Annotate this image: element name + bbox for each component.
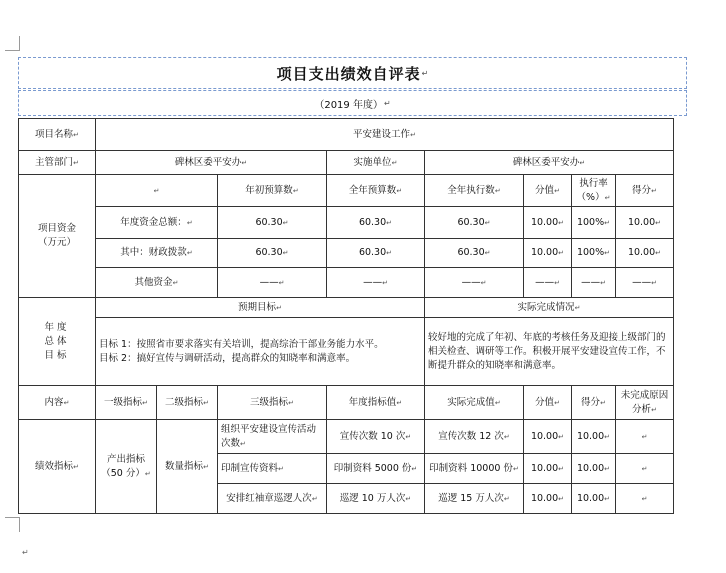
indicator-header-cell[interactable]: 一级指标↵ (96, 386, 157, 420)
indicator-header-row (19, 386, 674, 420)
expected-goal-2: 目标 2：搞好宣传与调研活动，提高群众的知晓率和满意率。 (99, 352, 356, 364)
funds-cell[interactable]: 10.00↵ (616, 239, 674, 268)
expected-goals-cell[interactable] (96, 318, 425, 386)
funds-header-cell[interactable]: 全年预算数↵ (327, 175, 425, 207)
project-row (19, 119, 674, 151)
funds-header-cell[interactable]: 分值↵ (524, 175, 572, 207)
annual-target-cell[interactable]: 宣传次数 10 次↵ (327, 420, 425, 454)
funds-cell[interactable]: ——↵ (218, 268, 327, 298)
funds-header-row (19, 175, 674, 207)
funds-row-label[interactable]: 其中：财政拨款↵ (96, 239, 218, 268)
annual-target-cell[interactable]: 印制资料 5000 份↵ (327, 454, 425, 484)
funds-cell[interactable]: 100%↵ (572, 207, 616, 239)
indicator-content-label[interactable]: 绩效指标↵ (19, 420, 96, 514)
paragraph-mark-icon: ↵ (22, 548, 29, 557)
unit-value-cell[interactable]: 碑林区委平安办↵ (425, 151, 674, 175)
indicator-header-cell[interactable]: 二级指标↵ (157, 386, 218, 420)
funds-label-cell[interactable] (19, 175, 96, 298)
reason-cell[interactable]: ↵ (616, 420, 674, 454)
score-value-cell[interactable]: 10.00↵ (524, 420, 572, 454)
paragraph-mark-icon: ↵ (383, 98, 391, 108)
score-cell[interactable]: 10.00↵ (572, 484, 616, 514)
funds-label-line1: 项目资金 (37, 223, 76, 234)
indicator-header-cell[interactable]: 未完成原因分析↵ (616, 386, 674, 420)
page-corner-mark-bottom (5, 517, 20, 532)
actual-value-cell[interactable]: 巡逻 15 万人次↵ (425, 484, 524, 514)
level1-indicator-cell[interactable]: 产出指标（50 分）↵ (96, 420, 157, 514)
score-value-cell[interactable]: 10.00↵ (524, 454, 572, 484)
project-label-cell[interactable]: 项目名称↵ (19, 119, 96, 151)
funds-row-label[interactable]: 年度资金总额：↵ (96, 207, 218, 239)
level2-indicator-cell[interactable]: 数量指标↵ (157, 420, 218, 514)
level3-indicator-cell[interactable]: 印制宣传资料↵ (218, 454, 327, 484)
funds-cell[interactable]: 60.30↵ (425, 207, 524, 239)
funds-cell[interactable]: 60.30↵ (327, 207, 425, 239)
indicator-row (19, 420, 674, 454)
funds-header-cell[interactable]: 全年执行数↵ (425, 175, 524, 207)
funds-cell[interactable]: ——↵ (425, 268, 524, 298)
funds-cell[interactable]: 10.00↵ (524, 207, 572, 239)
actual-completion-cell[interactable] (425, 318, 674, 386)
expected-goals-header[interactable]: 预期目标↵ (96, 298, 425, 318)
funds-cell[interactable]: ——↵ (616, 268, 674, 298)
indicator-header-cell[interactable]: 内容↵ (19, 386, 96, 420)
paragraph-mark-icon: ↵ (421, 68, 429, 78)
goals-label-cell[interactable] (19, 298, 96, 386)
funds-row-other (19, 268, 674, 298)
funds-cell[interactable]: 60.30↵ (425, 239, 524, 268)
score-value-cell[interactable]: 10.00↵ (524, 484, 572, 514)
funds-row-fiscal (19, 239, 674, 268)
goals-label-line2: 总体 (44, 335, 70, 347)
funds-cell[interactable]: 60.30↵ (218, 239, 327, 268)
goals-label-line3: 目标 (44, 349, 70, 361)
actual-completion-header[interactable]: 实际完成情况↵ (425, 298, 674, 318)
title-box[interactable] (18, 57, 687, 89)
reason-cell[interactable]: ↵ (616, 484, 674, 514)
actual-completion-text: 较好地的完成了年初、年底的考核任务及迎接上级部门的相关检查、调研等工作。积极开展平安建设宣传工作，不断提升群众的知晓率和满意率。 (428, 331, 666, 371)
funds-cell[interactable]: 60.30↵ (218, 207, 327, 239)
year-box[interactable] (18, 90, 687, 116)
funds-cell[interactable]: 10.00↵ (524, 239, 572, 268)
goals-content-row (19, 318, 674, 386)
dept-value-cell[interactable]: 碑林区委平安办↵ (96, 151, 327, 175)
funds-header-blank[interactable]: ↵ (96, 175, 218, 207)
funds-row-total (19, 207, 674, 239)
indicator-header-cell[interactable]: 得分↵ (572, 386, 616, 420)
goals-label-line1: 年度 (44, 321, 70, 333)
expected-goal-1: 目标 1：按照省市要求落实有关培训，提高综治干部业务能力水平。 (99, 338, 384, 350)
dept-label-cell[interactable]: 主管部门↵ (19, 151, 96, 175)
funds-cell[interactable]: ——↵ (572, 268, 616, 298)
funds-header-cell[interactable]: 得分↵ (616, 175, 674, 207)
indicator-header-cell[interactable]: 三级指标↵ (218, 386, 327, 420)
level3-indicator-cell[interactable]: 组织平安建设宣传活动次数↵ (218, 420, 327, 454)
evaluation-table (18, 118, 674, 514)
project-value-cell[interactable]: 平安建设工作↵ (96, 119, 674, 151)
document-year: （2019 年度） (314, 99, 383, 111)
reason-cell[interactable]: ↵ (616, 454, 674, 484)
actual-value-cell[interactable]: 宣传次数 12 次↵ (425, 420, 524, 454)
funds-cell[interactable]: ——↵ (327, 268, 425, 298)
funds-cell[interactable]: 100%↵ (572, 239, 616, 268)
funds-cell[interactable]: ——↵ (524, 268, 572, 298)
funds-cell[interactable]: 10.00↵ (616, 207, 674, 239)
score-cell[interactable]: 10.00↵ (572, 420, 616, 454)
indicator-header-cell[interactable]: 实际完成值↵ (425, 386, 524, 420)
funds-row-label[interactable]: 其他资金↵ (96, 268, 218, 298)
funds-header-cell[interactable]: 年初预算数↵ (218, 175, 327, 207)
funds-label-line2: （万元） (37, 237, 76, 248)
level3-indicator-cell[interactable]: 安排红袖章巡逻人次↵ (218, 484, 327, 514)
goals-header-row (19, 298, 674, 318)
document-title: 项目支出绩效自评表 (276, 64, 421, 83)
department-row (19, 151, 674, 175)
funds-header-cell[interactable]: 执行率（%）↵ (572, 175, 616, 207)
unit-label-cell[interactable]: 实施单位↵ (327, 151, 425, 175)
annual-target-cell[interactable]: 巡逻 10 万人次↵ (327, 484, 425, 514)
page-corner-mark-top (5, 36, 20, 51)
indicator-header-cell[interactable]: 分值↵ (524, 386, 572, 420)
actual-value-cell[interactable]: 印制资料 10000 份↵ (425, 454, 524, 484)
score-cell[interactable]: 10.00↵ (572, 454, 616, 484)
indicator-header-cell[interactable]: 年度指标值↵ (327, 386, 425, 420)
funds-cell[interactable]: 60.30↵ (327, 239, 425, 268)
